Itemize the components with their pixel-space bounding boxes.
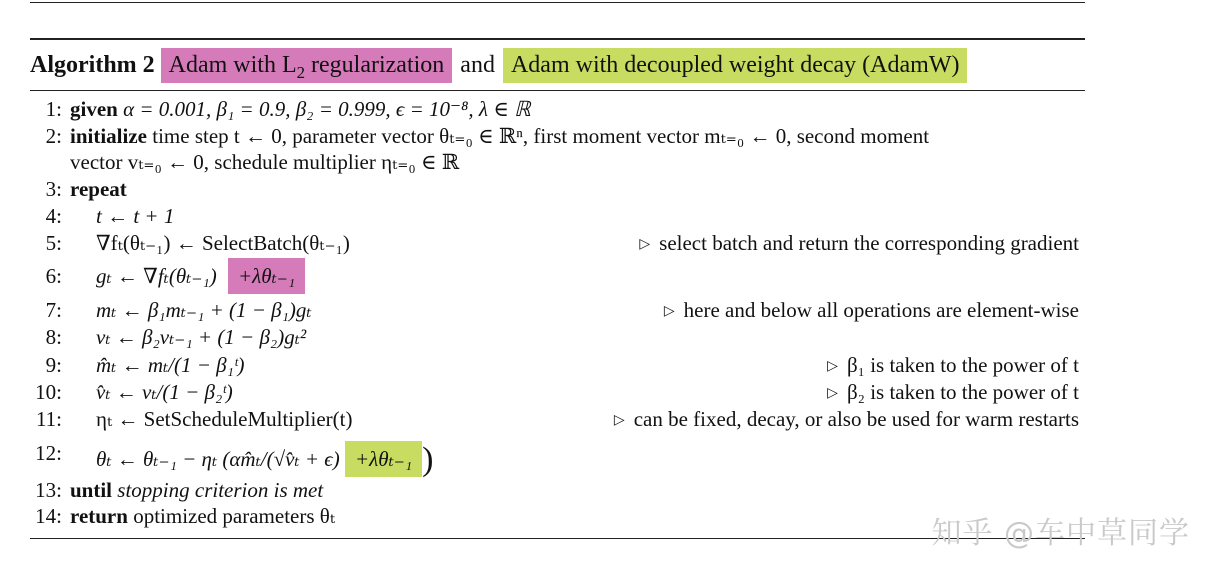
closing-paren: ) bbox=[422, 441, 434, 478]
comment-text: here and below all operations are element-wise bbox=[683, 298, 1079, 322]
comment-triangle-icon: ▷ bbox=[827, 385, 838, 401]
line-number: 5: bbox=[45, 231, 62, 255]
return-text: optimized parameters θₜ bbox=[133, 504, 336, 528]
adamw-highlight: Adam with decoupled weight decay (AdamW) bbox=[503, 48, 968, 83]
comment-text: β₁ is taken to the power of t bbox=[846, 353, 1079, 377]
watermark: 知乎 @车中草同学 bbox=[931, 516, 1190, 551]
select-batch-statement: ∇fₜ(θₜ₋₁) ← SelectBatch(θₜ₋₁) bbox=[96, 231, 350, 255]
algorithm-header bbox=[30, 44, 967, 86]
algorithm-separator-rule bbox=[30, 90, 1085, 91]
line-number: 11: bbox=[35, 407, 62, 431]
line-number: 14: bbox=[35, 504, 62, 528]
comment-text: can be fixed, decay, or also be used for warm restarts bbox=[633, 407, 1079, 431]
comment-triangle-icon: ▷ bbox=[827, 358, 838, 374]
top-rule bbox=[30, 2, 1085, 3]
adam-l2-subscript: 2 bbox=[296, 62, 306, 82]
line-number: 3: bbox=[45, 177, 62, 201]
line-body bbox=[70, 478, 323, 503]
algorithm-label: Algorithm 2 bbox=[30, 51, 155, 78]
initialize-continuation: vector vₜ₌₀ ← 0, schedule multiplier ηₜ₌₀ ∈ ℝ bbox=[70, 150, 460, 174]
stopping-criterion: stopping criterion is met bbox=[117, 478, 324, 502]
comment bbox=[639, 231, 1079, 256]
comment bbox=[614, 407, 1079, 432]
line-number: 8: bbox=[45, 325, 62, 349]
comment bbox=[827, 353, 1079, 378]
schedule-multiplier-statement: ηₜ ← SetScheduleMultiplier(t) bbox=[96, 407, 353, 431]
line-body bbox=[70, 124, 929, 149]
keyword-repeat: repeat bbox=[70, 177, 127, 201]
parameter-update: θₜ ← θₜ₋₁ − ηₜ (αm̂ₜ/(√v̂ₜ + ϵ) bbox=[96, 447, 340, 471]
keyword-return: return bbox=[70, 504, 128, 528]
comment-triangle-icon: ▷ bbox=[663, 303, 675, 319]
line-body bbox=[96, 441, 433, 479]
line-number: 2: bbox=[45, 124, 62, 148]
adam-l2-highlight bbox=[161, 48, 453, 83]
adam-l2-prefix: Adam with L bbox=[168, 51, 297, 78]
decoupled-weight-decay-term: +λθₜ₋₁ bbox=[345, 441, 422, 477]
algorithm-bottom-rule bbox=[30, 538, 1085, 539]
given-hyperparameters: α = 0.001, β₁ = 0.9, β₂ = 0.999, ϵ = 10⁻⁸, λ ∈ ℝ bbox=[123, 97, 531, 121]
algorithm-top-rule bbox=[30, 38, 1085, 40]
comment bbox=[664, 298, 1079, 323]
keyword-given: given bbox=[70, 97, 118, 121]
line-number: 12: bbox=[35, 441, 62, 465]
adam-l2-suffix: regularization bbox=[305, 51, 445, 78]
comment bbox=[827, 380, 1079, 405]
line-body bbox=[70, 97, 531, 122]
line-number: 13: bbox=[35, 478, 62, 502]
comment-text: β₂ is taken to the power of t bbox=[846, 380, 1079, 404]
line-number: 6: bbox=[45, 264, 62, 288]
comment-triangle-icon: ▷ bbox=[639, 236, 651, 252]
header-and: and bbox=[460, 51, 495, 78]
initialize-text: time step t ← 0, parameter vector θₜ₌₀ ∈ ℝⁿ, first moment vector mₜ₌₀ ← 0, second moment bbox=[152, 124, 930, 148]
second-moment-update: vₜ ← β₂vₜ₋₁ + (1 − β₂)gₜ² bbox=[96, 325, 307, 349]
line-number: 9: bbox=[45, 353, 62, 377]
step-increment: t ← t + 1 bbox=[96, 204, 175, 228]
keyword-initialize: initialize bbox=[70, 124, 147, 148]
line-number: 4: bbox=[45, 204, 62, 228]
comment-triangle-icon: ▷ bbox=[613, 412, 625, 428]
l2-regularization-term: +λθₜ₋₁ bbox=[228, 258, 305, 294]
keyword-until: until bbox=[70, 478, 113, 502]
comment-text: select batch and return the corresponding gradient bbox=[659, 231, 1079, 255]
line-body bbox=[96, 264, 305, 289]
line-body bbox=[70, 504, 335, 529]
first-moment-update: mₜ ← β₁mₜ₋₁ + (1 − β₁)gₜ bbox=[96, 298, 312, 322]
gradient-statement: gₜ ← ∇fₜ(θₜ₋₁) bbox=[96, 264, 217, 288]
bias-corrected-second-moment: v̂ₜ ← vₜ/(1 − β₂ᵗ) bbox=[96, 380, 233, 404]
line-number: 1: bbox=[45, 97, 62, 121]
line-number: 7: bbox=[45, 298, 62, 322]
line-number: 10: bbox=[35, 380, 62, 404]
bias-corrected-first-moment: m̂ₜ ← mₜ/(1 − β₁ᵗ) bbox=[96, 353, 245, 377]
